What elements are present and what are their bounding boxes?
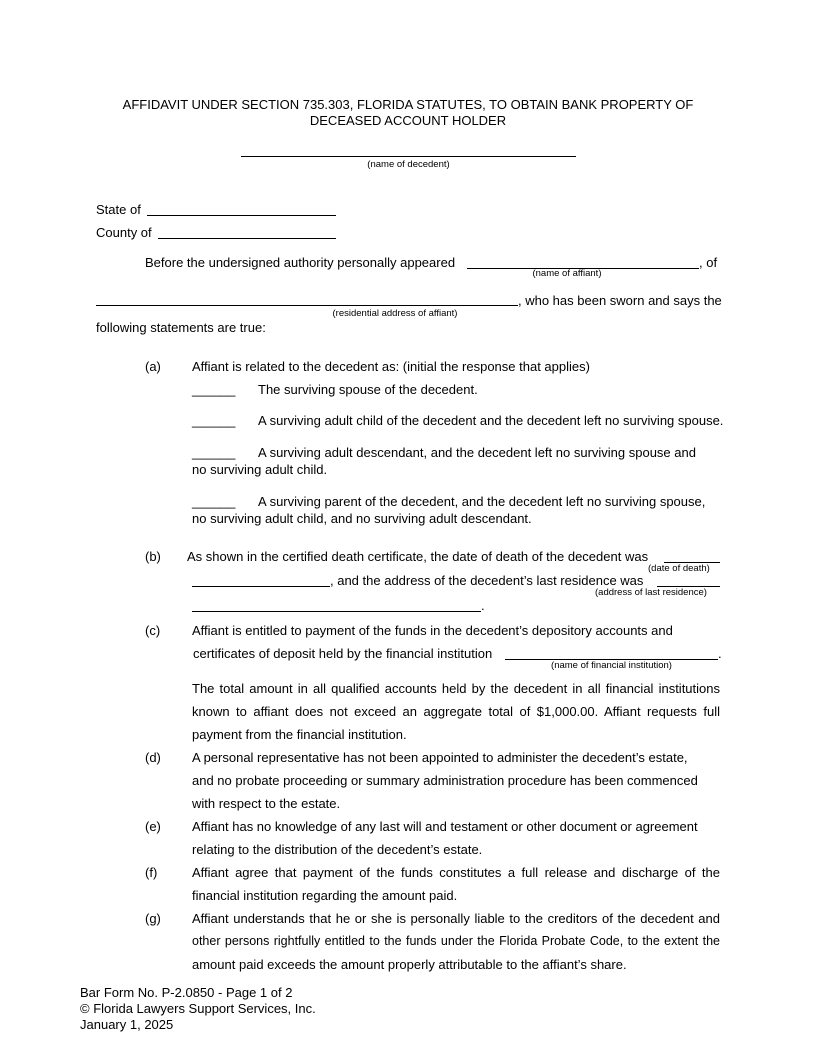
item-f-line: Affiant agree that payment of the funds constitutes a full release and discharge of the	[192, 865, 720, 880]
date-of-death-field-cont[interactable]	[192, 586, 330, 587]
item-c-para-line: payment from the financial institution.	[192, 727, 407, 742]
item-a-letter: (a)	[145, 359, 161, 374]
option-parent-text: A surviving parent of the decedent, and the decedent left no surviving spouse,	[258, 494, 706, 509]
financial-institution-caption: (name of financial institution)	[551, 660, 672, 671]
decedent-name-field[interactable]	[241, 156, 576, 157]
item-c-end: .	[718, 646, 722, 661]
option-parent-cont: no surviving adult child, and no surviving adult descendant.	[192, 511, 532, 526]
footer-date: January 1, 2025	[80, 1017, 174, 1032]
item-d-line: A personal representative has not been appointed to administer the decedent’s estate,	[192, 750, 688, 765]
item-b-letter: (b)	[145, 549, 161, 564]
option-descendant-cont: no surviving adult child.	[192, 462, 328, 477]
last-residence-caption: (address of last residence)	[595, 587, 707, 598]
item-e-line: Affiant has no knowledge of any last will and testament or other document or agreement	[192, 819, 698, 834]
affiant-name-caption: (name of affiant)	[532, 268, 602, 279]
item-e-line: relating to the distribution of the decedent’s estate.	[192, 842, 483, 857]
item-a-text: Affiant is related to the decedent as: (initial the response that applies)	[192, 359, 590, 374]
intro-sworn-text: , who has been sworn and says the	[518, 293, 722, 308]
item-b-text2: , and the address of the decedent’s last residence was	[330, 573, 644, 588]
option-descendant-blank[interactable]: ______	[192, 445, 236, 460]
item-f-letter: (f)	[145, 865, 158, 880]
item-e-letter: (e)	[145, 819, 161, 834]
item-g-line: other persons rightfully entitled to the funds under the Florida Probate Code, to the extent the	[192, 934, 720, 948]
item-c-line2: certificates of deposit held by the financial institution	[193, 646, 493, 661]
county-label: County of	[96, 225, 152, 240]
item-d-line: and no probate proceeding or summary administration procedure has been commenced	[192, 773, 698, 788]
item-g-letter: (g)	[145, 911, 161, 926]
option-spouse-blank[interactable]: ______	[192, 382, 236, 397]
decedent-name-caption: (name of decedent)	[367, 159, 450, 170]
affiant-address-field[interactable]	[96, 305, 518, 306]
option-descendant-text: A surviving adult descendant, and the decedent left no surviving spouse and	[258, 445, 696, 460]
footer-copyright: © Florida Lawyers Support Services, Inc.	[80, 1001, 316, 1016]
item-d-line: with respect to the estate.	[192, 796, 341, 811]
footer-form-number: Bar Form No. P-2.0850 - Page 1 of 2	[80, 985, 293, 1000]
option-child-text: A surviving adult child of the decedent and the decedent left no surviving spouse.	[258, 413, 724, 428]
option-parent-blank[interactable]: ______	[192, 494, 236, 509]
document-title-line1: AFFIDAVIT UNDER SECTION 735.303, FLORIDA STATUTES, TO OBTAIN BANK PROPERTY OF	[122, 97, 694, 112]
last-residence-field-cont[interactable]	[192, 611, 481, 612]
item-c-para-line: known to affiant does not exceed an aggregate total of $1,000.00. Affiant requests full	[192, 704, 720, 719]
intro-following-text: following statements are true:	[96, 320, 266, 335]
affiant-address-caption: (residential address of affiant)	[332, 308, 458, 319]
item-c-line1: Affiant is entitled to payment of the funds in the decedent’s depository accounts and	[192, 623, 673, 638]
item-d-letter: (d)	[145, 750, 161, 765]
intro-before-text: Before the undersigned authority personally appeared	[145, 255, 456, 270]
item-b-text1: As shown in the certified death certificate, the date of death of the decedent was	[187, 549, 649, 564]
state-field[interactable]	[147, 215, 336, 216]
option-child-blank[interactable]: ______	[192, 413, 236, 428]
county-field[interactable]	[158, 238, 336, 239]
item-g-line: amount paid exceeds the amount properly attributable to the affiant’s share.	[192, 957, 627, 972]
document-title-line2: DECEASED ACCOUNT HOLDER	[309, 113, 507, 128]
state-label: State of	[96, 202, 141, 217]
item-f-line: financial institution regarding the amount paid.	[192, 888, 458, 903]
item-c-para-line: The total amount in all qualified accounts held by the decedent in all financial institutions	[192, 681, 720, 696]
item-c-letter: (c)	[145, 623, 161, 638]
item-b-end: .	[481, 598, 485, 613]
date-of-death-caption: (date of death)	[648, 563, 710, 574]
intro-of-text: , of	[699, 255, 718, 270]
option-spouse-text: The surviving spouse of the decedent.	[258, 382, 478, 397]
item-g-line: Affiant understands that he or she is personally liable to the creditors of the decedent and	[192, 911, 720, 926]
